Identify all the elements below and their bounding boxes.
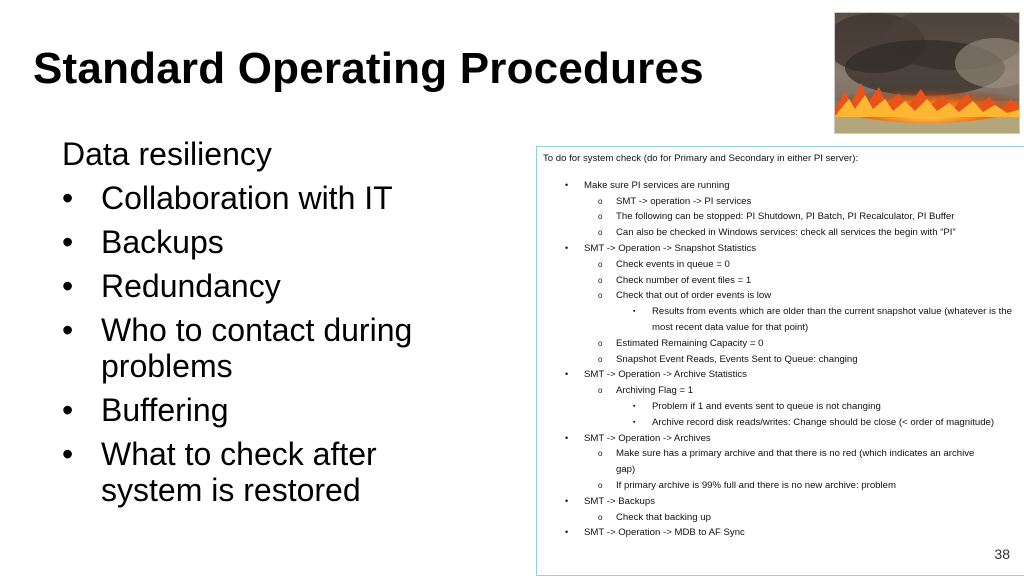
checklist-item <box>543 367 1024 383</box>
bullet-marker: • <box>565 179 569 190</box>
circle-marker: o <box>598 228 603 238</box>
checklist-item <box>543 241 1024 257</box>
page-number: 38 <box>994 546 1010 562</box>
left-heading: Data resiliency <box>62 136 272 172</box>
circle-marker: o <box>598 338 603 348</box>
checklist-item <box>543 478 1024 494</box>
checklist-text: Check number of event files = 1 <box>616 274 752 286</box>
checklist-item <box>543 510 1024 526</box>
checklist-text: Check that backing up <box>616 511 711 523</box>
checklist-text: SMT -> Operation -> Archive Statistics <box>584 369 747 381</box>
checklist-text: Problem if 1 and events sent to queue is not changing <box>652 400 881 412</box>
checklist-text: The following can be stopped: PI Shutdown, PI Batch, PI Recalculator, PI Buffer <box>616 211 955 223</box>
checklist-text: Can also be checked in Windows services: check all services the begin with “PI” <box>616 227 956 239</box>
square-marker: ▪ <box>633 308 636 316</box>
checklist-item <box>543 288 1024 304</box>
circle-marker: o <box>598 512 603 522</box>
checklist-text: SMT -> Operation -> Snapshot Statistics <box>584 242 757 254</box>
circle-marker: o <box>598 449 603 459</box>
checklist-item <box>543 209 1024 225</box>
left-column <box>62 136 482 516</box>
checklist-item <box>543 257 1024 273</box>
checklist-item <box>543 225 1024 241</box>
checklist-text: SMT -> Operation -> Archives <box>584 432 711 444</box>
checklist-item <box>543 352 1024 368</box>
bullet-marker: • <box>565 369 569 380</box>
checklist-item <box>543 336 1024 352</box>
checklist-item <box>543 273 1024 289</box>
checklist-text: Archiving Flag = 1 <box>616 385 694 397</box>
checklist-text: SMT -> Backups <box>584 495 656 507</box>
wildfire-photo <box>834 12 1020 134</box>
bullet-item: • What to check after system is restored <box>62 436 482 508</box>
checklist-text: Estimated Remaining Capacity = 0 <box>616 337 764 349</box>
checklist-item <box>543 383 1024 399</box>
checklist-item <box>543 415 1024 431</box>
bullet-marker: • <box>565 527 569 538</box>
checklist-item <box>543 304 1024 336</box>
circle-marker: o <box>598 480 603 490</box>
bullet-marker: • <box>565 432 569 443</box>
system-check-panel <box>536 146 1024 576</box>
circle-marker: o <box>598 196 603 206</box>
checklist-text: Results from events which are older than the current snapshot value (whatever is the most recent data value for that point) <box>652 306 1012 333</box>
checklist-text: SMT -> Operation -> MDB to AF Sync <box>584 527 745 539</box>
checklist-text: Check events in queue = 0 <box>616 258 730 270</box>
bullet-marker: • <box>565 242 569 253</box>
bullet-list <box>62 180 482 508</box>
checklist-text: Check that out of order events is low <box>616 290 772 302</box>
circle-marker: o <box>598 275 603 285</box>
bullet-item: • Backups <box>62 224 482 260</box>
checklist-item <box>543 194 1024 210</box>
circle-marker: o <box>598 291 603 301</box>
checklist-item <box>543 178 1024 194</box>
circle-marker: o <box>598 212 603 222</box>
bullet-item: • Redundancy <box>62 268 482 304</box>
checklist-text: Snapshot Event Reads, Events Sent to Queue: changing <box>616 353 858 365</box>
slide-title: Standard Operating Procedures <box>33 44 704 93</box>
checklist-text: Make sure has a primary archive and that there is no red (which indicates an archive gap) <box>616 448 975 476</box>
circle-marker: o <box>598 259 603 269</box>
checklist-text: SMT -> operation -> PI services <box>616 195 752 207</box>
checklist-text: If primary archive is 99% full and there is no new archive: problem <box>616 479 896 491</box>
square-marker: ▪ <box>633 418 636 426</box>
checklist-item <box>543 446 1024 478</box>
circle-marker: o <box>598 386 603 396</box>
checklist-text: Make sure PI services are running <box>584 179 730 191</box>
bullet-item: • Collaboration with IT <box>62 180 482 216</box>
bullet-item: • Who to contact during problems <box>62 312 482 384</box>
checklist-header: To do for system check (do for Primary and Secondary in either PI server): <box>543 153 859 164</box>
circle-marker: o <box>598 354 603 364</box>
checklist-item <box>543 494 1024 510</box>
checklist-item <box>543 525 1024 541</box>
square-marker: ▪ <box>633 402 636 410</box>
checklist-item <box>543 431 1024 447</box>
checklist-item <box>543 399 1024 415</box>
bullet-marker: • <box>565 495 569 506</box>
bullet-item: • Buffering <box>62 392 482 428</box>
checklist-text: Archive record disk reads/writes: Change should be close (< order of magnitude) <box>652 416 995 428</box>
wildfire-image <box>835 13 1020 134</box>
